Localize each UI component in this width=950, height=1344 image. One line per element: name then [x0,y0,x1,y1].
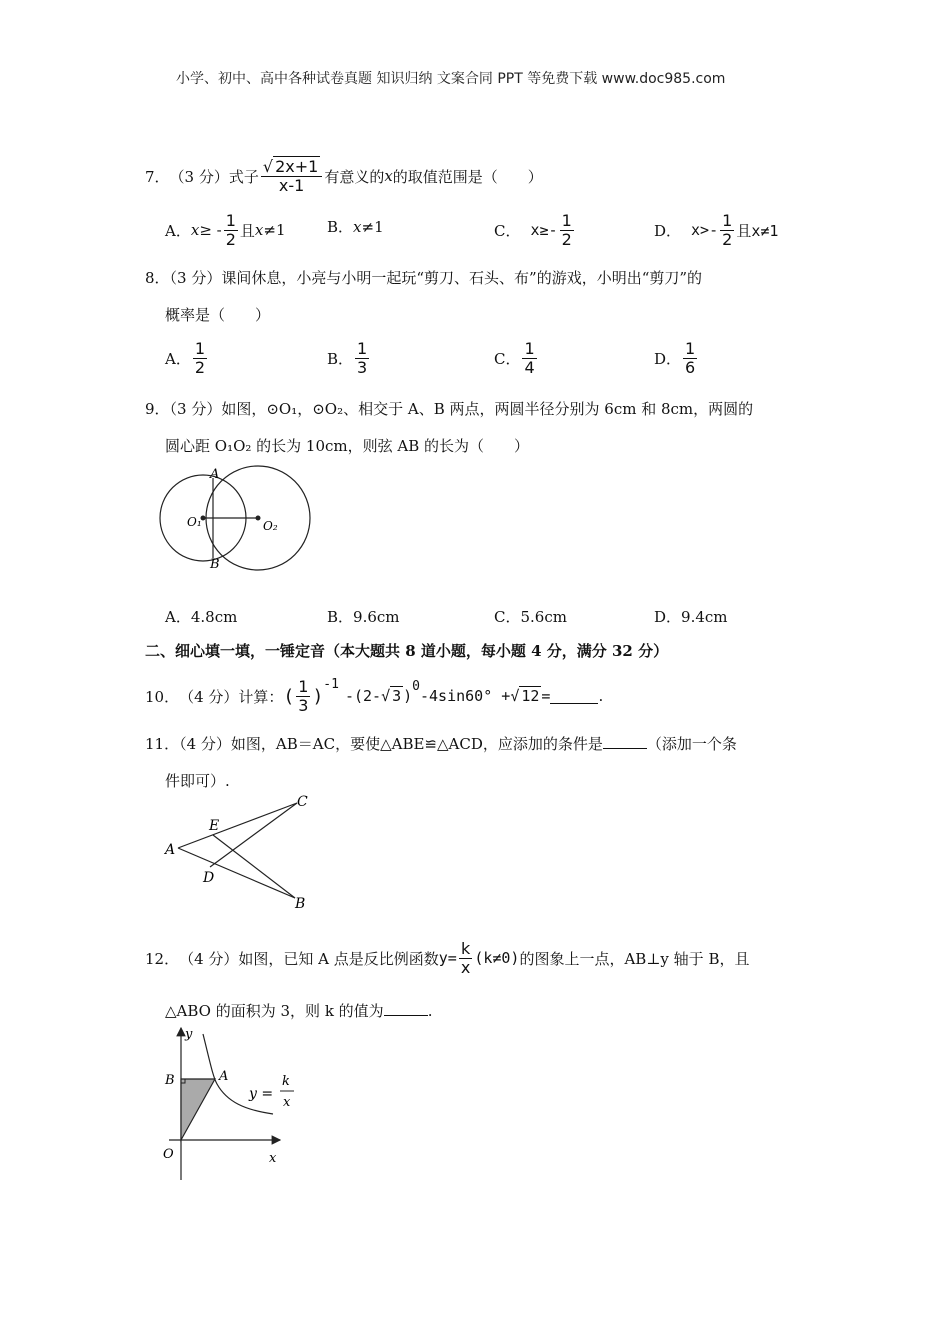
q8-number: 8． [145,269,170,287]
q8-option-c-num: 1 [524,339,535,358]
q7-option-b-label: B． [327,218,354,236]
page-header: 小学、初中、高中各种试卷真题 知识归纳 文案合同 PPT 等免费下载 www.doc985.com [176,71,726,87]
q10-exponent: -1 [323,676,339,692]
q9-point-o2 [256,516,261,521]
q12-label-o: O [163,1147,174,1162]
question-7 [145,158,543,194]
q8-score: （3 分） [169,269,222,287]
q8-option-b [327,340,371,376]
q11-line-ab [178,848,295,898]
q7-option-d-den: 2 [722,229,733,249]
q12-figure [155,1022,315,1187]
q7-number: 7． [145,167,170,186]
question-10: 10． （4 分） 计算： ( $\frac{1}{3}$ ) $^{-1}$ -(2- √ 3 ) $^0$ -4sin60° + √ 12 = . [145,676,604,715]
q10-answer-blank[interactable] [550,689,598,704]
q7-option-c-num: 1 [561,211,572,230]
q9-option-a: A．4.8cm [165,608,238,626]
q7-radicand: 2x+1 [275,157,319,176]
q9-number: 9． [145,400,170,418]
q10-frac-num: 1 [298,677,309,696]
q7-option-a-rel: ≥ - [199,221,222,240]
q8-option-d [654,340,699,376]
q11-line-eb [213,835,295,898]
q7-option-c-fraction [560,212,574,248]
q10-fraction [296,678,310,714]
q9-label-o1: O₁ [187,515,202,529]
q7-text-post2: 的取值范围是（ ） [392,167,543,186]
q8-option-c-fraction [522,340,536,376]
q7-option-c-den: 2 [561,229,572,249]
q12-label-x-axis: x [269,1151,277,1166]
q7-option-d-fraction [720,212,734,248]
q7-text-pre: 式子 [228,167,259,186]
q12-func-num: k [460,939,471,958]
q10-radicand-2: 12 [521,687,540,706]
q12-label-y-axis: y [185,1027,193,1042]
q7-option-a-var: x [190,221,200,240]
q10-middle: -(2- [344,687,382,706]
q10-radicand-1: 3 [392,687,402,706]
q10-end: . [598,687,604,706]
q10-tail: -4sin60° + [420,687,511,706]
q8-line2: 概率是（ ） [165,306,271,324]
q12-curve-label-k: k [282,1074,290,1089]
q7-expression: $\frac{√ 2x+1}{x-1}$ [261,158,322,194]
q8-option-c-den: 4 [524,357,535,377]
q7-option-d-tail: 且x≠1 [736,221,779,240]
q9-line1: 如图，⊙O₁，⊙O₂、相交于 A、B 两点，两圆半径分别为 6cm 和 8cm，两圆的 [221,400,754,418]
q10-text-pre: 计算： [238,687,284,706]
q11-line1b: （添加一个条 [646,735,737,753]
q7-option-c-rel: x≥- [530,221,558,240]
q7-option-a-den: 2 [225,229,236,249]
q7-option-c-label: C． [494,221,521,240]
section-2-heading: 二、细心填一填，一锤定音（本大题共 8 道小题，每小题 4 分，满分 32 分） [145,642,669,660]
q7-option-d [654,212,778,248]
q7-option-d-rel: x>- [691,221,719,240]
q12-func-fraction [459,940,472,976]
q12-label-b: B [165,1073,175,1088]
q11-line-ac [178,803,297,848]
q12-func-cond: (k≠0) [474,949,520,968]
q10-frac-den: 3 [298,695,309,715]
q12-answer-blank[interactable] [384,1001,428,1016]
q12-score: （4 分） [179,949,239,968]
q8-option-c-label: C． [494,349,521,368]
question-11 [145,733,737,754]
q8-option-b-num: 1 [357,339,368,358]
q11-line-cd [210,803,297,867]
q7-option-d-num: 1 [722,211,733,230]
q11-number: 11． [145,735,180,753]
q10-score: （4 分） [179,687,239,706]
q7-option-a-label: A． [165,221,191,240]
q11-line2: 件即可）. [165,772,230,790]
q7-variable: x [384,167,393,186]
q10-number: 10． [145,687,180,706]
q9-figure [155,460,325,580]
q7-option-a-fraction [224,212,238,248]
q11-figure [155,790,325,915]
q12-curve-label-x: x [283,1095,291,1110]
q8-option-a-label: A． [165,349,191,368]
q11-score: （4 分） [179,735,231,753]
q7-denominator: x-1 [278,175,305,195]
q8-line1: 课间休息，小亮与小明一起玩“剪刀、石头、布”的游戏，小明出“剪刀”的 [221,269,703,287]
q7-option-a-num: 1 [225,211,236,230]
q8-option-d-num: 1 [685,339,696,358]
q7-option-a-tail: 且 [239,221,255,240]
q12-line2 [165,1000,432,1021]
q12-end: . [427,1002,433,1020]
q7-option-a-ne: ≠1 [263,221,286,240]
q8-option-d-label: D． [654,349,682,368]
q12-number: 12． [145,949,180,968]
q8-option-b-den: 3 [357,357,368,377]
q12-label-a: A [219,1069,229,1084]
q7-option-d-label: D． [654,221,682,240]
question-9 [145,398,753,419]
q8-option-a-den: 2 [194,357,206,377]
q9-label-o2: O₂ [263,519,278,533]
q7-score: （3 分） [169,167,229,186]
q7-option-a [165,212,286,248]
q12-text-pre: 如图，已知 A 点是反比例函数 [238,949,439,968]
q11-label-e: E [209,818,220,834]
question-8 [145,267,702,288]
q7-option-b [327,216,384,237]
q10-exponent-zero: 0 [412,678,420,694]
question-12 [145,940,749,976]
q12-hyperbola [203,1034,273,1114]
q7-option-b-var: x [353,218,362,236]
q7-text-post: 有意义的 [324,167,385,186]
q8-option-b-fraction [355,340,369,376]
q11-label-b: B [295,896,306,912]
q7-option-c [494,212,576,248]
q12-func-den: x [460,957,471,977]
q8-option-a-num: 1 [194,339,206,358]
q9-label-b: B [210,557,220,572]
q9-option-d: D．9.4cm [654,608,728,626]
q12-triangle-abo [181,1079,215,1140]
q11-line1: 如图，AB＝AC，要使△ABE≌△ACD，应添加的条件是 [230,735,603,753]
q11-label-a: A [165,842,176,858]
q8-option-d-fraction [683,340,697,376]
q11-label-c: C [297,794,308,810]
q7-option-a-var2: x [254,221,264,240]
q8-option-a-fraction [193,340,207,376]
q12-line2-text: △ABO 的面积为 3，则 k 的值为 [165,1002,384,1020]
q8-option-a [165,340,209,376]
q8-option-c [494,340,539,376]
q8-option-b-label: B． [327,349,354,368]
q9-label-a: A [210,467,220,482]
q9-line2: 圆心距 O₁O₂ 的长为 10cm，则弦 AB 的长为（ ） [165,437,530,455]
q11-answer-blank[interactable] [603,734,647,749]
q11-label-d: D [203,870,215,886]
q9-option-b: B．9.6cm [327,608,400,626]
q7-option-b-ne: ≠1 [361,218,384,236]
q10-equals: = [541,687,551,706]
q9-score: （3 分） [169,400,222,418]
q12-curve-label-y: y = [249,1086,274,1102]
q9-option-c: C．5.6cm [494,608,567,626]
q12-func-y: y= [438,949,457,968]
q12-text-post: 的图象上一点，AB⊥y 轴于 B，且 [519,949,750,968]
q8-option-d-den: 6 [685,357,696,377]
